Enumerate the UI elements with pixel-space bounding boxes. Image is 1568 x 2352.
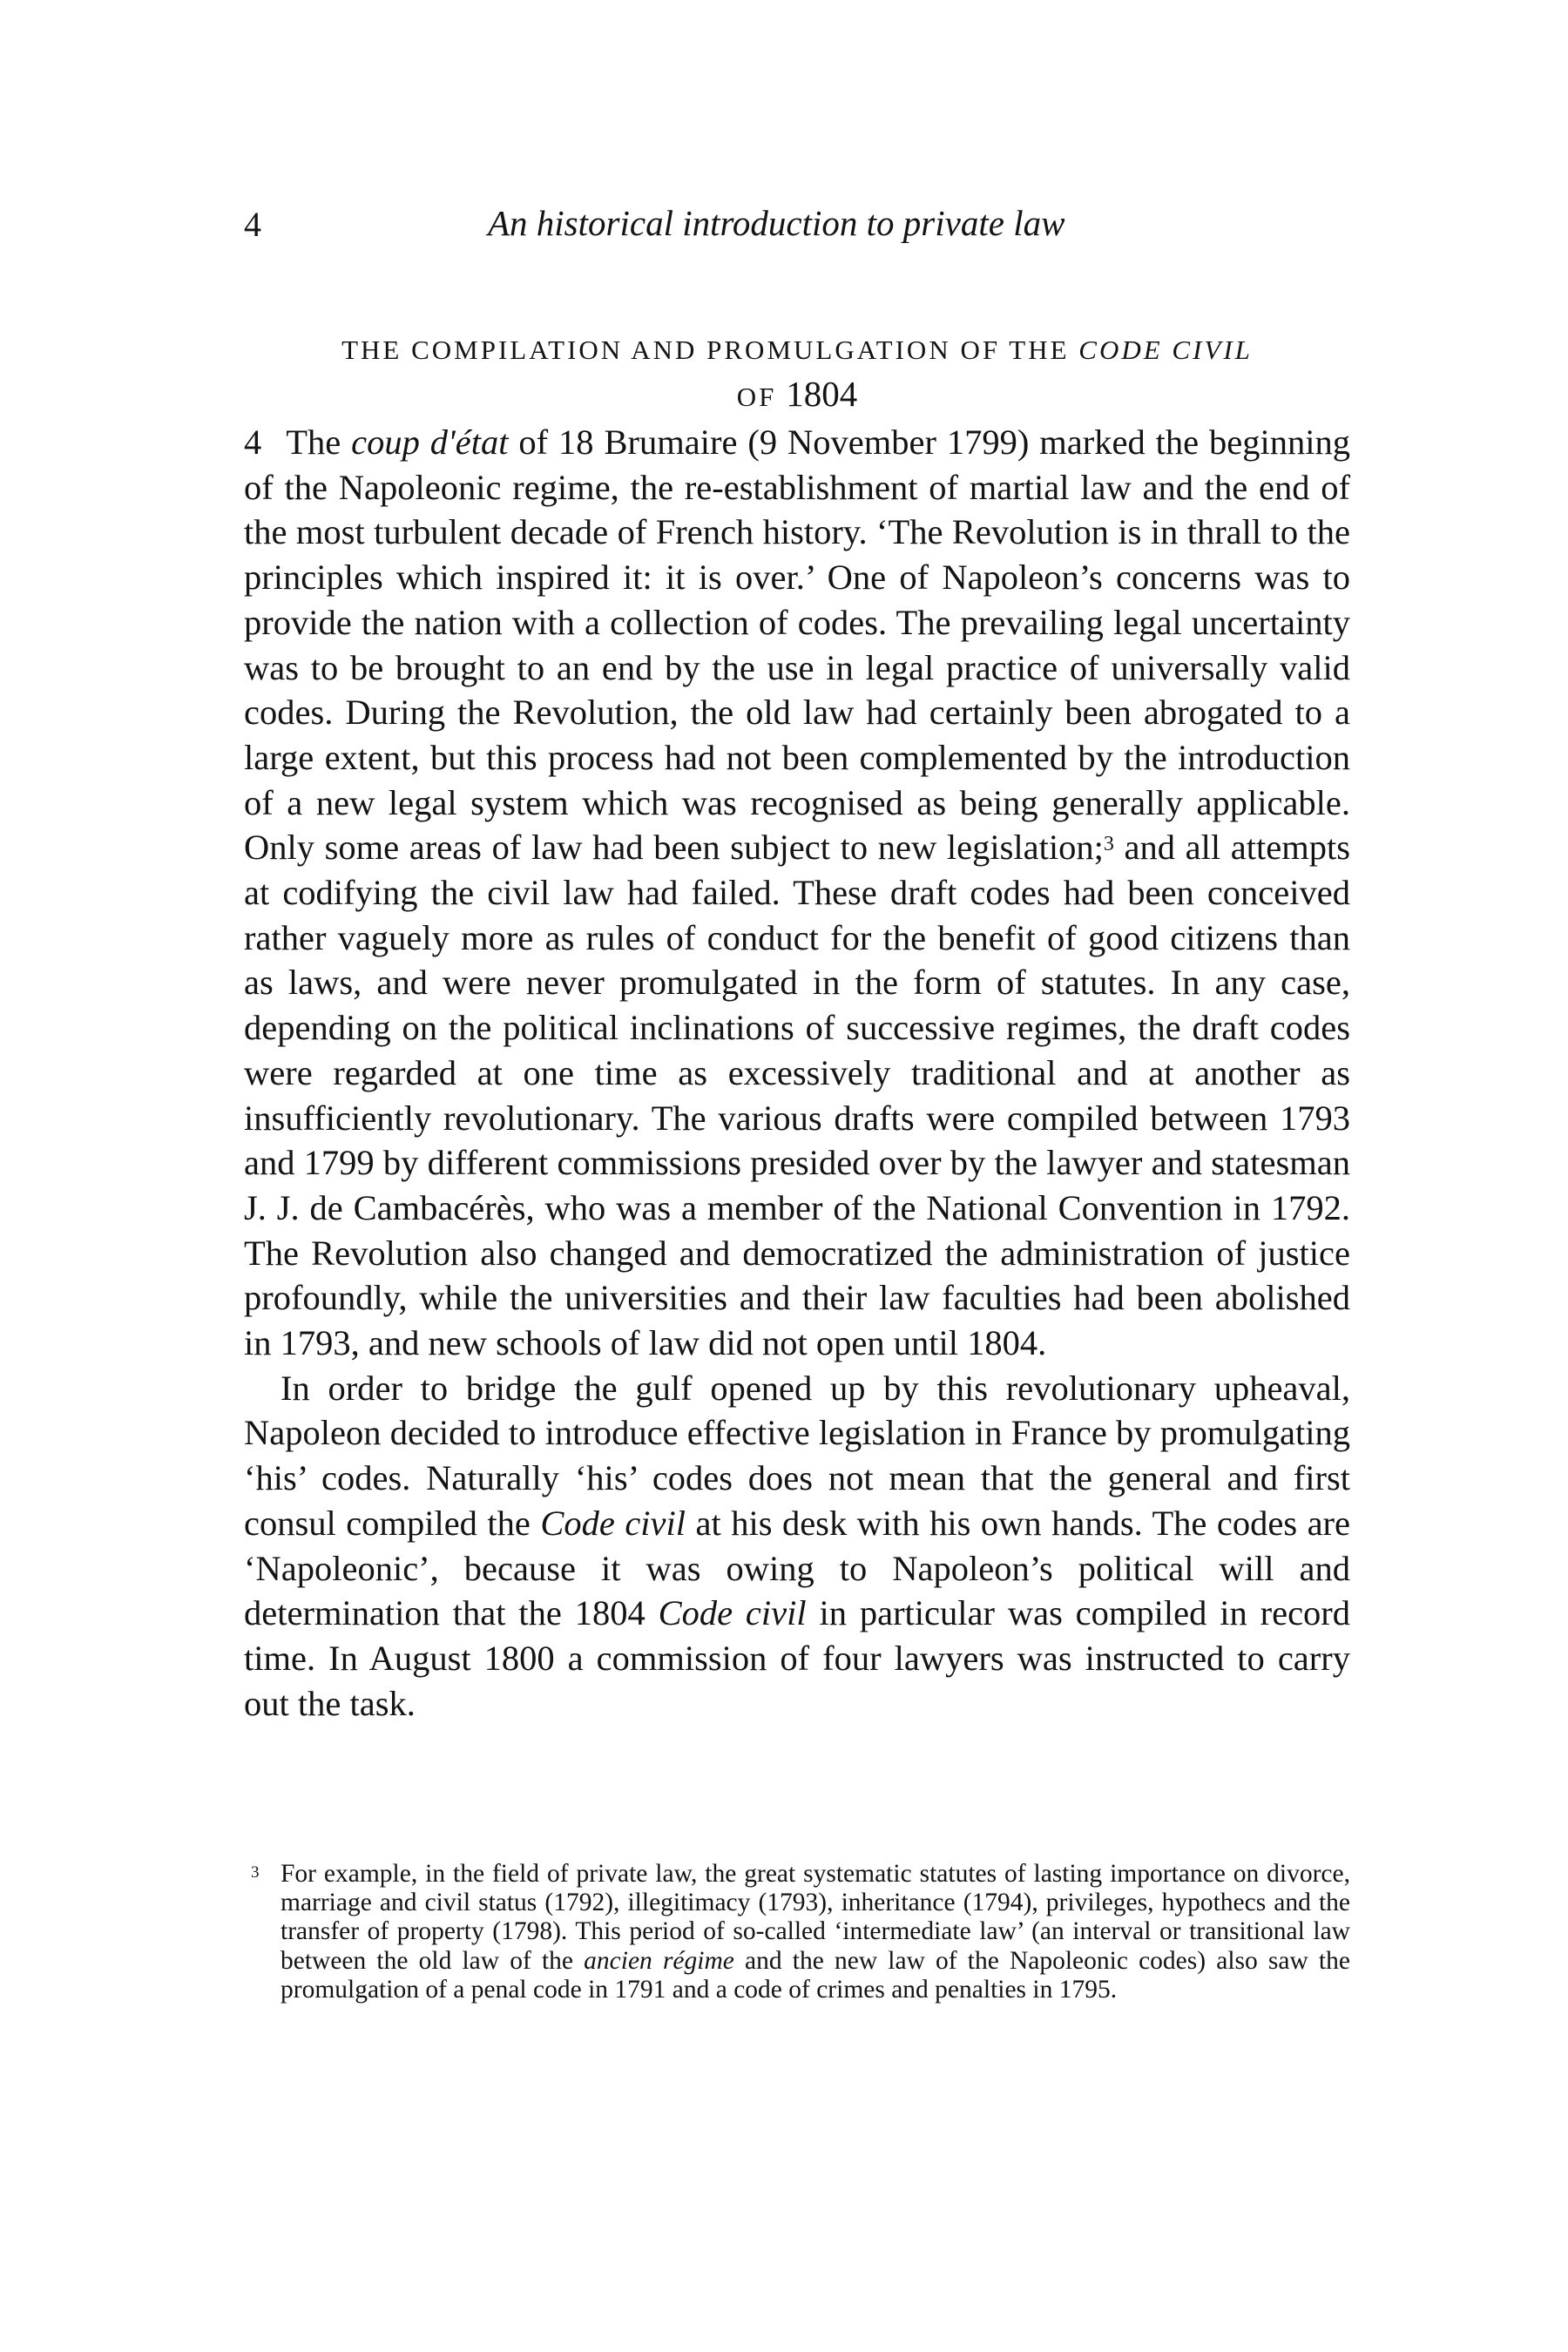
section-heading-main: THE COMPILATION AND PROMULGATION OF THE [341,335,1070,365]
paragraph-2 [244,1366,1350,1727]
section-heading [244,328,1350,419]
section-heading-of: OF [736,382,777,412]
section-heading-year: 1804 [786,374,858,414]
footnote-text-a: For example, in the field of private law, the great systematic statutes of lasting importance on divorce, marriage and civil status (1792), illegitimacy (1793), inheritance (1794), privileges, hypothecs and the transfer of property (1798). This period of so-called ‘intermediate law’ (an interval or transitional law between the old law of the [280,1860,1350,1975]
running-head: An historical introduction to private law [488,203,1065,243]
paragraph-1-italic: coup d'état [351,422,509,462]
paragraph-1-text-c: and all attempts at codifying the civil law had failed. These draft codes had been conceived rather vaguely more as rules of conduct for the benefit of good citizens than as laws, and were never promulgated in the form of statutes. In any case, depending on the political inclinations of successive regimes, the draft codes were regarded at one time as excessively traditional and at another as insufficiently revolutionary. The various drafts were compiled between 1793 and 1799 by different commissions presided over by the lawyer and statesman J. J. de Cambacérès, who was a member of the National Convention in 1792. The Revolution also changed and democratized the administration of justice profoundly, while the universities and their law faculties had been abolished in 1793, and new schools of law did not open until 1804. [244,828,1350,1363]
paragraph-number: 4 [244,422,262,462]
footnote-reference: 3 [1103,833,1114,856]
footnote-italic: ancien régime [584,1946,734,1975]
paragraph-1-text-a: The [286,422,341,462]
footnote-3 [244,1860,1350,2004]
page-number: 4 [244,205,261,244]
paragraph-2-text-c: in particular was compiled in record time. In August 1800 a commission of four lawyers was instructed to carry out the task. [244,1593,1351,1723]
paragraph-2-text-b: at his desk with his own hands. The codes are ‘Napoleonic’, because it was owing to Napoleon’s political will and determination that the 1804 [244,1503,1351,1633]
paragraph-2-text-a: In order to bridge the gulf opened up by this revolutionary upheaval, Napoleon decided to introduce effective legislation in France by promulgating ‘his’ codes. Naturally ‘his’ codes does not mean that the general and first consul compiled the [244,1368,1350,1543]
paragraph-1 [244,420,1350,1366]
footnote-text-b: and the new law of the Napoleonic codes) also saw the promulgation of a penal code in 1791 and a code of crimes and penalties in 1795. [280,1946,1350,2004]
footnote-marker: 3 [251,1863,260,1882]
paragraph-1-text-b: of 18 Brumaire (9 November 1799) marked the beginning of the Napoleonic regime, the re-establishment of martial law and the end of the most turbulent decade of French history. ‘The Revolution is in thrall to the principles which inspired it: it is over.’ One of Napoleon’s concerns was to provide the nation with a collection of codes. The prevailing legal uncertainty was to be brought to an end by the use in legal practice of universally valid codes. During the Revolution, the old law had certainly been abrogated to a large extent, but this process had not been complemented by the introduction of a new legal system which was recognised as being generally applicable. Only some areas of law had been subject to new legislation; [244,422,1351,868]
body-text [244,420,1350,1726]
footnote [244,1860,1350,2004]
section-heading-italic: CODE CIVIL [1078,335,1253,365]
paragraph-2-italic-b: Code civil [658,1593,807,1633]
paragraph-2-italic-a: Code civil [540,1503,686,1543]
